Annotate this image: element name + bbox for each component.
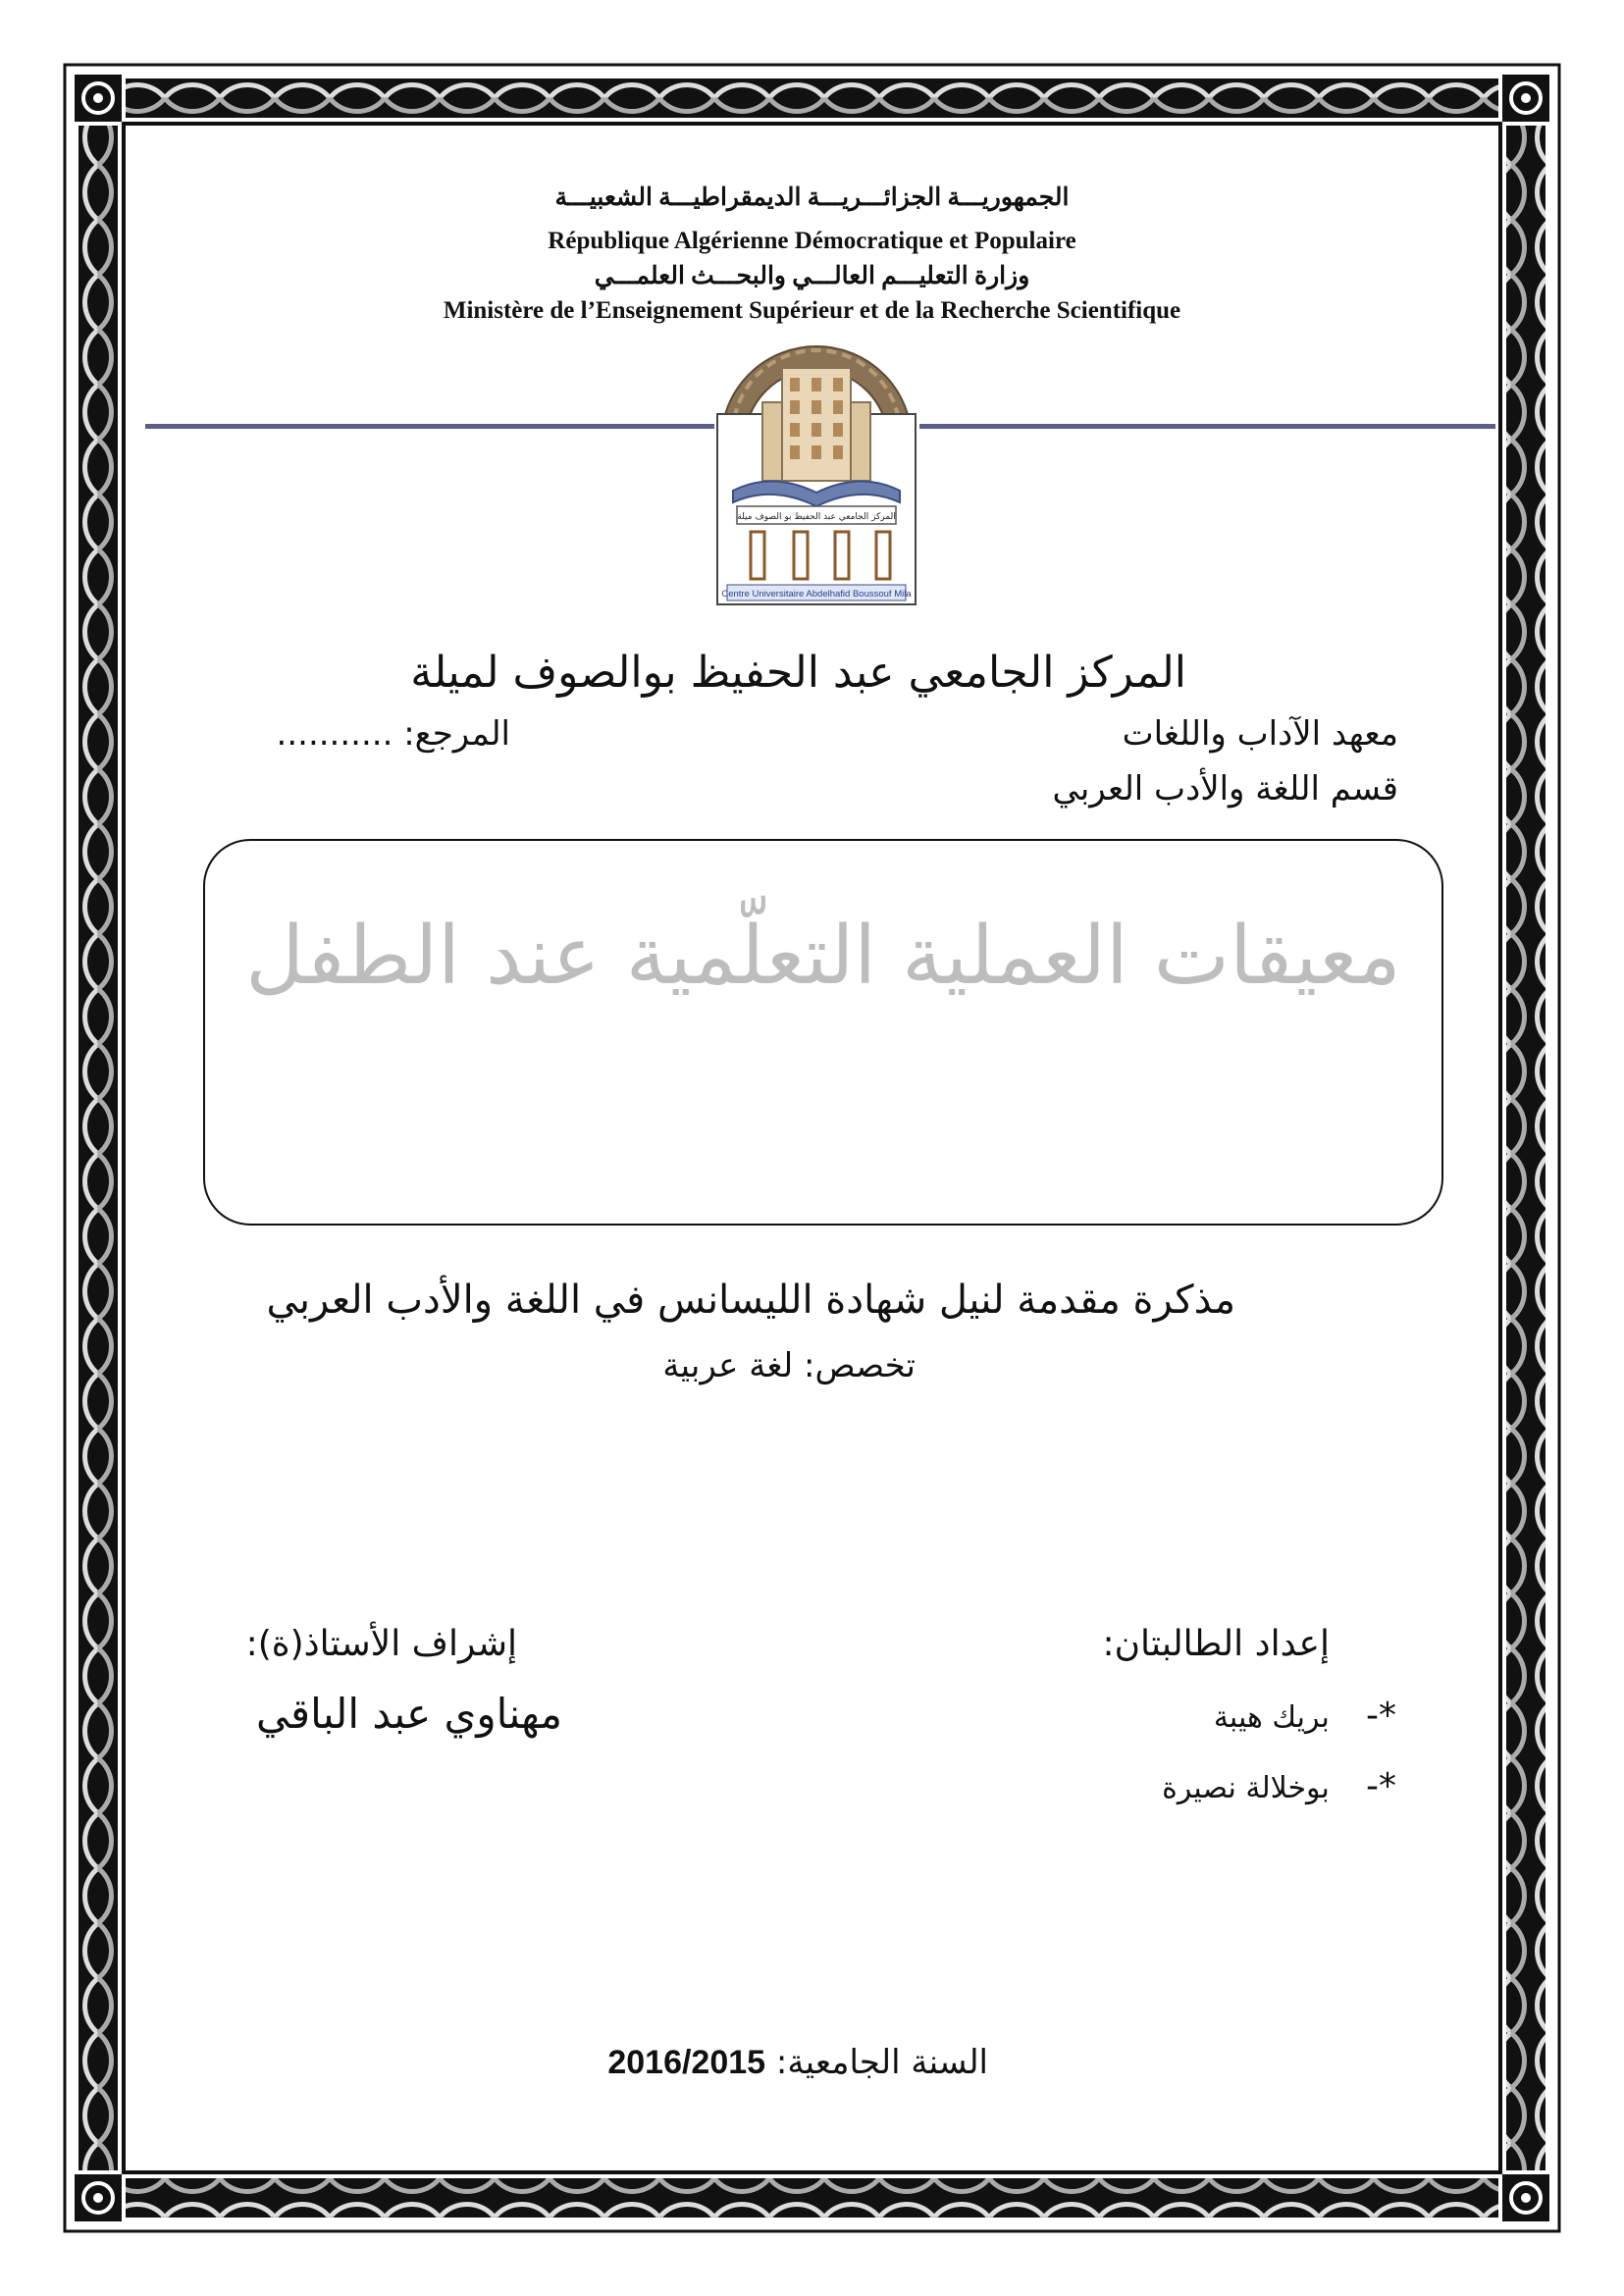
institute-name: معهد الآداب واللغات: [1122, 714, 1398, 754]
svg-text:Centre Universitaire Abdelhafi: Centre Universitaire Abdelhafid Boussouf Mila: [721, 589, 912, 600]
bullet: *-: [1366, 1766, 1396, 1806]
republic-arabic: الجمهوريـــة الجزائـــريـــة الديمقراطيـــة الشعبيـــة: [554, 184, 1070, 211]
supervisor-name: مهناوي عبد الباقي: [256, 1690, 562, 1738]
republic-french: République Algérienne Démocratique et Populaire: [548, 228, 1076, 254]
supervisor-label: إشراف الأستاذ(ة):: [245, 1624, 517, 1664]
bullet: *-: [1366, 1696, 1396, 1736]
department-name: قسم اللغة والأدب العربي: [1052, 769, 1398, 809]
title-box: [203, 839, 1443, 1226]
header-rule-left: [145, 424, 714, 429]
student-name: بوخلالة نصيرة: [1162, 1771, 1330, 1805]
reference-field: المرجع: ...........: [276, 714, 510, 754]
students-label: إعداد الطالبتان:: [1102, 1624, 1330, 1664]
academic-year-label: السنة الجامعية:: [775, 2043, 988, 2082]
thesis-title: معيقات العملية التعلّمية عند الطفل: [245, 910, 1401, 1003]
university-building-icon: [713, 324, 919, 608]
degree-statement: مذكرة مقدمة لنيل شهادة الليسانس في اللغة والأدب العربي: [266, 1278, 1235, 1323]
student-item: [1162, 1766, 1396, 1806]
academic-year: [607, 2043, 988, 2082]
student-item: [1214, 1696, 1396, 1736]
student-name: بريك هيبة: [1213, 1700, 1330, 1735]
header-rule-right: [919, 424, 1495, 429]
ministry-arabic: وزارة التعليـــم العالـــي والبحـــث العلمـــي: [594, 263, 1030, 289]
institution-name: المركز الجامعي عبد الحفيظ بوالصوف لميلة: [410, 648, 1186, 698]
university-logo: [713, 324, 919, 608]
svg-text:المركز الجامعي عبد الحفيظ بو ا: المركز الجامعي عبد الحفيظ بو الصوف ميلة: [737, 512, 896, 522]
academic-year-value: 2016/2015: [607, 2044, 766, 2081]
ministry-french: Ministère de l’Enseignement Supérieur et de la Recherche Scientifique: [443, 297, 1181, 324]
specialty: تخصص: لغة عربية: [662, 1346, 916, 1385]
